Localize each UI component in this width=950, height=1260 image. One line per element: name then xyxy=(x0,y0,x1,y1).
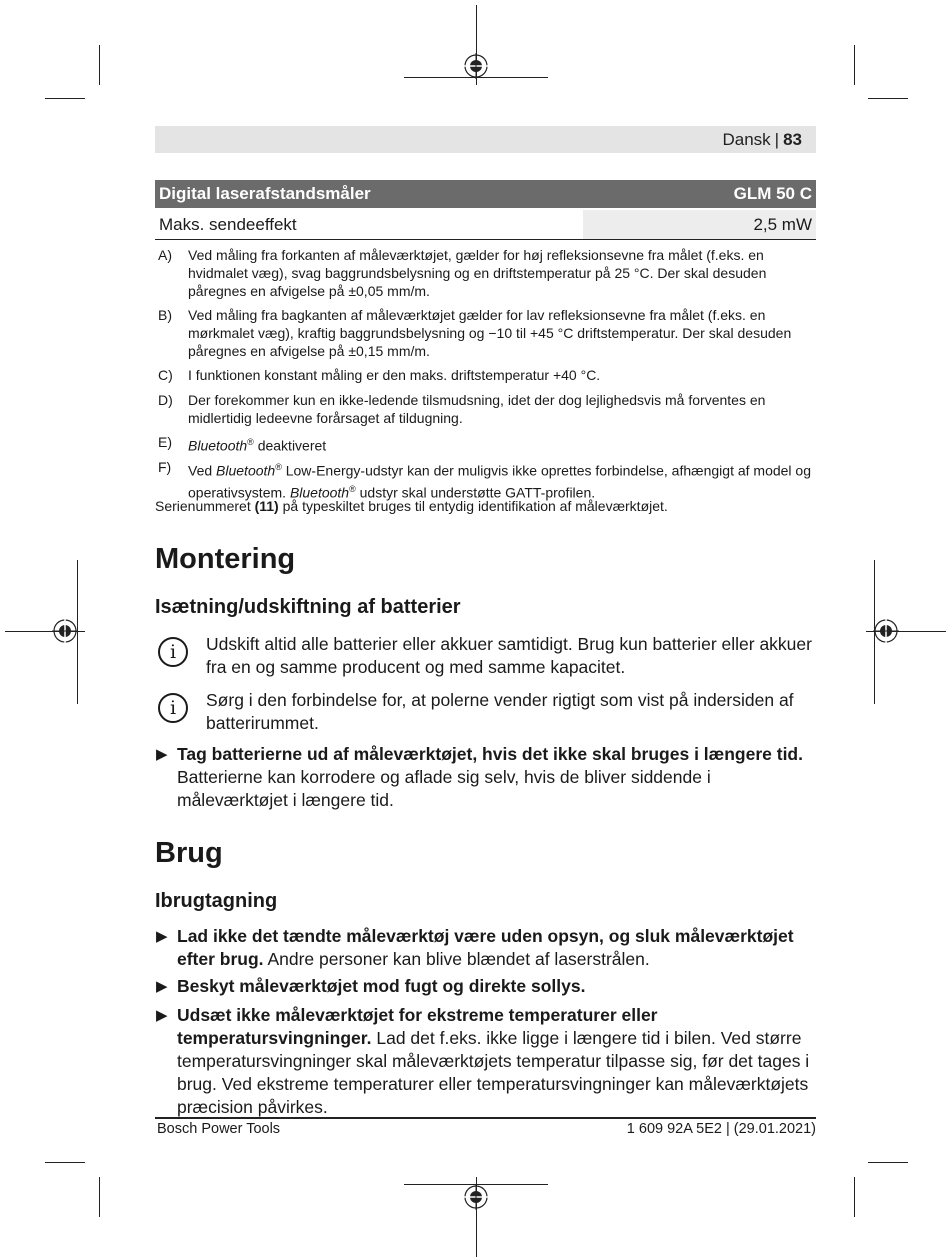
footnote-a xyxy=(158,246,818,300)
footnote-text-rest: Low-Energy-udstyr kan der muligvis ikke oprettes forbindelse, afhængigt af model og operativsystem. xyxy=(188,462,811,501)
footer-rule xyxy=(155,1117,816,1119)
safety-bold: Lad ikke det tændte måleværktøj være uden opsyn, og sluk måleværktøjet efter brug. xyxy=(177,926,794,969)
footer-brand: Bosch Power Tools xyxy=(157,1121,281,1137)
footnote-f xyxy=(158,458,818,501)
spec-table-row xyxy=(155,210,816,240)
serial-note-pre: Serienummeret xyxy=(155,498,255,514)
warning-item-remove-batteries xyxy=(177,743,820,812)
safety-bold: Beskyt måleværktøjet mod fugt og direkte sollys. xyxy=(177,976,586,996)
footnote-text: Ved måling fra forkanten af måleværktøjet, gælder for høj refleksionsevne fra målet (f.eks. en hvidmalet væg), svag baggrundsbelysning og en driftstemperatur på 25 °C. Der skal desuden påregnes en afvigelse på ±0,05 mm/m. xyxy=(188,247,767,299)
section-title-montering: Montering xyxy=(155,543,296,575)
crop-mark-top-left-h xyxy=(45,98,85,99)
registration-mark-icon xyxy=(463,53,489,79)
footnote-text-rest: deaktiveret xyxy=(253,437,327,454)
page-header xyxy=(155,126,816,153)
subsection-title-batteries: Isætning/udskiftning af batterier xyxy=(155,596,461,618)
safety-item-3 xyxy=(177,1004,820,1119)
footnote-e xyxy=(158,433,818,455)
footnote-text-pre: Ved xyxy=(188,462,217,479)
spec-row-value: 2,5 mW xyxy=(753,215,812,234)
safety-item-1 xyxy=(177,925,820,971)
footnote-d xyxy=(158,391,818,427)
safety-text: Andre personer kan blive blændet af laserstrålen. xyxy=(263,949,650,969)
footnote-b xyxy=(158,306,818,360)
crop-mark-bottom-right-h xyxy=(868,1162,908,1163)
registered-mark: ® xyxy=(247,437,254,447)
registration-mark-icon xyxy=(463,1184,489,1210)
footnote-key: B) xyxy=(158,307,172,323)
info-icon: i xyxy=(158,693,188,723)
bluetooth-term: Bluetooth xyxy=(216,462,276,479)
serial-note-ref: (11) xyxy=(254,498,279,514)
footnote-text: I funktionen konstant måling er den maks. driftstemperatur +40 °C. xyxy=(188,367,601,383)
footnote-key: E) xyxy=(158,434,172,450)
footnote-c xyxy=(158,366,818,384)
info-note-1: Udskift altid alle batterier eller akkuer samtidigt. Brug kun batterier eller akkuer fra en og samme producent og med samme kapacitet. xyxy=(206,634,812,677)
warning-bold: Tag batterierne ud af måleværktøjet, hvis det ikke skal bruges i længere tid. xyxy=(177,744,803,764)
serial-number-note xyxy=(155,497,820,515)
bluetooth-term: Bluetooth xyxy=(289,484,350,501)
page-number: 83 xyxy=(783,130,802,149)
footnote-key: A) xyxy=(158,247,172,263)
footnote-key: D) xyxy=(158,392,173,408)
spec-table-model: GLM 50 C xyxy=(733,184,812,203)
safety-bold: Udsæt ikke måleværktøjet for ekstreme temperaturer eller temperatursvingninger. xyxy=(177,1005,658,1048)
crop-mark-bottom-right-v xyxy=(854,1177,855,1217)
section-title-brug: Brug xyxy=(155,837,223,869)
footer-doc-number: 1 609 92A 5E2 | (29.01.2021) xyxy=(626,1121,816,1137)
bluetooth-term: Bluetooth xyxy=(188,437,248,454)
bullet-arrow-icon: ▶ xyxy=(156,746,168,763)
spec-row-label: Maks. sendeeffekt xyxy=(159,215,297,234)
safety-text: Lad det f.eks. ikke ligge i længere tid i bilen. Ved større temperatursvingninger skal måleværktøjets temperatur tilpasse sig, før det tages i brug. Ved ekstreme temperaturer eller temperatursvingninger kan måleværktøjets præcision påvirkes. xyxy=(177,1028,810,1117)
crop-mark-top-left-v xyxy=(99,45,100,85)
registered-mark: ® xyxy=(349,483,356,494)
footnote-text xyxy=(188,433,818,455)
bullet-arrow-icon: ▶ xyxy=(156,928,168,945)
bullet-arrow-icon: ▶ xyxy=(156,978,168,995)
footnote-key: C) xyxy=(158,367,173,383)
warning-text: Batterierne kan korrodere og aflade sig selv, hvis de bliver siddende i måleværktøjet i længere tid. xyxy=(177,767,711,810)
crop-mark-top-right-h xyxy=(868,98,908,99)
bullet-arrow-icon: ▶ xyxy=(156,1007,168,1024)
spec-table-title: Digital laserafstandsmåler xyxy=(159,184,371,203)
info-note-2: Sørg i den forbindelse for, at polerne vender rigtigt som vist på indersiden af batterirummet. xyxy=(206,690,794,733)
safety-item-2 xyxy=(177,975,820,998)
footnote-text xyxy=(188,458,818,501)
subsection-title-ibrugtagning: Ibrugtagning xyxy=(155,890,278,912)
header-separator: | xyxy=(774,130,780,149)
info-icon: i xyxy=(158,637,188,667)
crop-mark-bottom-left-v xyxy=(99,1177,100,1217)
spec-table-header xyxy=(155,180,816,208)
crop-mark-top-right-v xyxy=(854,45,855,85)
registration-mark-icon xyxy=(52,618,78,644)
registration-mark-icon xyxy=(873,618,899,644)
footnote-text: Der forekommer kun en ikke-ledende tilsmudsning, idet der dog lejlighedsvis må forventes en midlertidig ledeevne forårsaget af tildugning. xyxy=(188,392,766,426)
serial-note-post: på typeskiltet bruges til entydig identifikation af måleværktøjet. xyxy=(278,498,668,514)
header-language: Dansk xyxy=(722,130,771,149)
footnote-text: Ved måling fra bagkanten af måleværktøjet gælder for lav refleksionsevne fra målet (f.eks. en mørkmalet væg), kraftig baggrundsbelysning og −10 til +45 °C driftstemperatur. Der skal desuden påregnes en afvigelse på ±0,15 mm/m. xyxy=(188,307,792,359)
crop-mark-bottom-left-h xyxy=(45,1162,85,1163)
footnote-text-end: udstyr skal understøtte GATT-profilen. xyxy=(355,484,596,501)
page-header-text xyxy=(722,130,802,150)
registered-mark: ® xyxy=(275,462,282,472)
footnote-key: F) xyxy=(158,459,172,475)
